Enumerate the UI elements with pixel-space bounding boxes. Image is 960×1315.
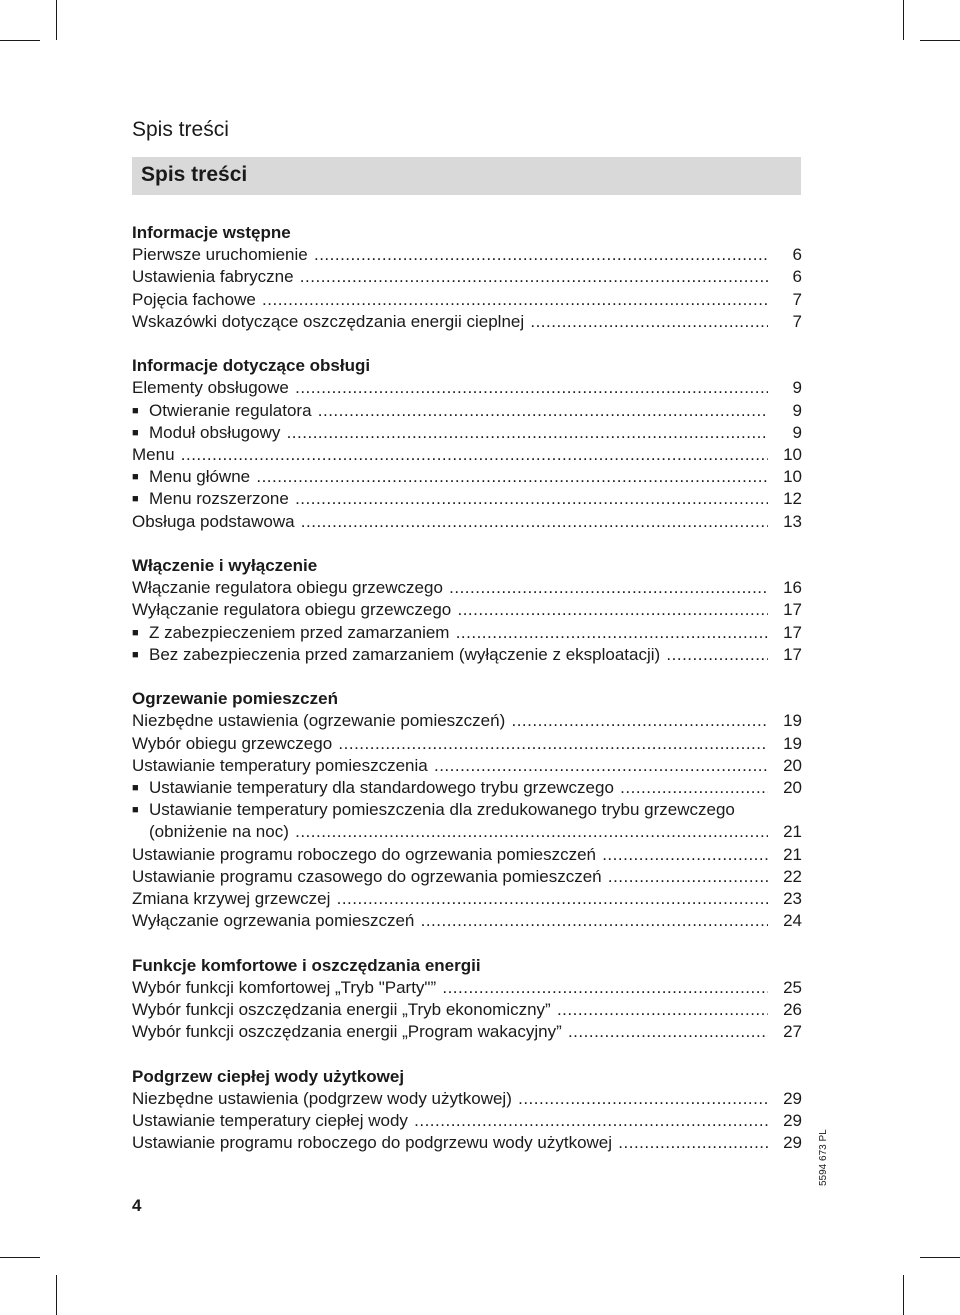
toc-entry[interactable] bbox=[132, 844, 802, 866]
toc-entry[interactable] bbox=[132, 777, 802, 799]
toc-entry-page: 19 bbox=[783, 711, 802, 731]
toc-entry[interactable] bbox=[132, 622, 802, 644]
toc-section bbox=[132, 355, 802, 533]
toc-entry-leader bbox=[132, 733, 768, 755]
toc-entry-leader bbox=[149, 622, 768, 644]
toc-entry-leader bbox=[132, 244, 768, 266]
toc-entry[interactable] bbox=[132, 821, 802, 843]
toc-entry-label: Włączanie regulatora obiegu grzewczego bbox=[132, 578, 443, 598]
toc-entry-leader bbox=[132, 888, 768, 910]
toc-entry-page: 6 bbox=[792, 245, 802, 265]
toc-entry-leader bbox=[149, 644, 768, 666]
toc-entry-page: 27 bbox=[783, 1022, 802, 1042]
toc-section-title: Informacje wstępne bbox=[132, 223, 291, 242]
toc-entry-leader bbox=[149, 466, 768, 488]
toc-entry[interactable] bbox=[132, 910, 802, 932]
toc-entry-page: 19 bbox=[783, 733, 802, 753]
toc-entry-leader bbox=[132, 1021, 768, 1043]
document-code: 5594 673 PL bbox=[818, 1129, 829, 1186]
toc-entry-label: Pierwsze uruchomienie bbox=[132, 245, 308, 265]
toc-section-title: Informacje dotyczące obsługi bbox=[132, 356, 371, 376]
bullet-icon: ■ bbox=[132, 781, 139, 794]
toc-entry-page: 21 bbox=[783, 822, 802, 842]
toc-entry-leader bbox=[149, 422, 768, 444]
toc-entry-label: Ustawianie programu roboczego do ogrzewania pomieszczeń bbox=[132, 844, 596, 864]
toc-entry-label: Ustawianie temperatury pomieszczenia bbox=[132, 755, 428, 775]
toc-entry[interactable] bbox=[132, 377, 802, 399]
toc-entry-leader bbox=[132, 710, 768, 732]
toc-entry-label: Wybór obiegu grzewczego bbox=[132, 733, 333, 753]
toc-entry-label: Z zabezpieczeniem przed zamarzaniem bbox=[149, 622, 450, 642]
toc-entry-page: 6 bbox=[792, 267, 802, 287]
toc-entry-page: 20 bbox=[783, 755, 802, 775]
bullet-icon: ■ bbox=[132, 404, 139, 417]
toc-entry-page: 24 bbox=[783, 911, 802, 931]
toc-entry-label: Menu bbox=[132, 444, 175, 464]
bullet-icon: ■ bbox=[132, 493, 139, 506]
toc-section-title: Podgrzew ciepłej wody użytkowej bbox=[132, 1066, 405, 1086]
toc-entry-label: Niezbędne ustawienia (podgrzew wody użytkowej) bbox=[132, 1088, 512, 1108]
toc-entry-label: Obsługa podstawowa bbox=[132, 511, 295, 531]
toc-entry[interactable] bbox=[132, 488, 802, 510]
toc-entry-leader bbox=[132, 289, 768, 311]
toc-entry-leader bbox=[149, 400, 768, 422]
toc-entry-page: 16 bbox=[783, 578, 802, 598]
toc-entry-leader bbox=[132, 1088, 768, 1110]
toc-entry[interactable] bbox=[132, 466, 802, 488]
toc-entry[interactable] bbox=[132, 977, 802, 999]
toc-entry[interactable] bbox=[132, 999, 802, 1021]
toc-entry-label: Wybór funkcji komfortowej „Tryb "Party"” bbox=[132, 977, 437, 997]
toc-entry[interactable] bbox=[132, 599, 802, 621]
bullet-icon: ■ bbox=[132, 626, 139, 639]
toc-entry-label: Moduł obsługowy bbox=[149, 422, 281, 442]
toc-entry-label: Ustawianie programu czasowego do ogrzewania pomieszczeń bbox=[132, 866, 602, 886]
toc-section-title: Włączenie i wyłączenie bbox=[132, 555, 318, 575]
toc-entry-page: 17 bbox=[783, 600, 802, 620]
toc-entry[interactable] bbox=[132, 400, 802, 422]
toc-entry[interactable] bbox=[132, 311, 802, 333]
toc-entry-label: Wybór funkcji oszczędzania energii „Tryb ekonomiczny” bbox=[132, 999, 551, 1019]
section-title: Spis treści bbox=[141, 163, 248, 186]
toc-entry[interactable] bbox=[132, 577, 802, 599]
bullet-icon: ■ bbox=[132, 648, 139, 661]
table-of-contents bbox=[132, 222, 802, 1177]
toc-entry-leader bbox=[132, 910, 768, 932]
toc-entry[interactable] bbox=[132, 733, 802, 755]
toc-entry-leader bbox=[132, 844, 768, 866]
toc-entry-leader bbox=[132, 377, 768, 399]
toc-section bbox=[132, 555, 802, 666]
toc-section-title: Ogrzewanie pomieszczeń bbox=[132, 689, 338, 709]
toc-section bbox=[132, 222, 802, 333]
toc-entry-page: 17 bbox=[783, 622, 802, 642]
toc-entry-page: 9 bbox=[792, 400, 802, 420]
toc-entry-leader bbox=[132, 266, 768, 288]
toc-entry-leader bbox=[132, 577, 768, 599]
toc-entry-page: 10 bbox=[783, 467, 802, 487]
toc-entry[interactable] bbox=[132, 710, 802, 732]
section-title-bar bbox=[132, 157, 801, 195]
toc-entry[interactable] bbox=[132, 1110, 802, 1132]
toc-entry-label: Zmiana krzywej grzewczej bbox=[132, 888, 331, 908]
toc-entry[interactable] bbox=[132, 755, 802, 777]
toc-entry-leader bbox=[149, 777, 768, 799]
toc-entry-leader bbox=[132, 999, 768, 1021]
toc-entry-label: Elementy obsługowe bbox=[132, 378, 289, 398]
toc-entry-leader bbox=[132, 444, 768, 466]
toc-entry-page: 25 bbox=[783, 977, 802, 997]
toc-entry-page: 26 bbox=[783, 999, 802, 1019]
bullet-icon: ■ bbox=[132, 471, 139, 484]
toc-entry[interactable] bbox=[132, 244, 802, 266]
toc-entry-leader bbox=[149, 488, 768, 510]
toc-entry[interactable] bbox=[132, 444, 802, 466]
toc-entry-leader bbox=[132, 511, 768, 533]
toc-entry-label: (obniżenie na noc) bbox=[149, 822, 289, 842]
toc-entry-leader bbox=[132, 755, 768, 777]
toc-entry-page: 21 bbox=[783, 844, 802, 864]
toc-entry[interactable] bbox=[132, 1132, 802, 1154]
toc-entry-label: Bez zabezpieczenia przed zamarzaniem (wyłączenie z eksploatacji) bbox=[149, 644, 661, 664]
toc-entry-leader bbox=[132, 1132, 768, 1154]
toc-entry[interactable] bbox=[132, 1021, 802, 1043]
page-number: 4 bbox=[132, 1196, 142, 1215]
toc-entry-page: 9 bbox=[792, 422, 802, 442]
toc-entry-label: Ustawienia fabryczne bbox=[132, 267, 294, 287]
toc-entry[interactable] bbox=[132, 888, 802, 910]
toc-section-title: Funkcje komfortowe i oszczędzania energii bbox=[132, 955, 481, 975]
toc-entry-label: Pojęcia fachowe bbox=[132, 289, 256, 309]
toc-entry-page: 7 bbox=[792, 289, 802, 309]
toc-entry[interactable] bbox=[132, 866, 802, 888]
toc-entry-label: Otwieranie regulatora bbox=[149, 400, 312, 420]
toc-entry[interactable] bbox=[132, 1088, 802, 1110]
toc-entry-label: Ustawianie temperatury dla standardowego trybu grzewczego bbox=[149, 777, 614, 797]
toc-entry-leader bbox=[132, 866, 768, 888]
toc-entry-leader bbox=[132, 977, 768, 999]
toc-entry[interactable] bbox=[132, 289, 802, 311]
toc-entry-label: Wyłączanie regulatora obiegu grzewczego bbox=[132, 600, 452, 620]
toc-entry[interactable] bbox=[132, 266, 802, 288]
toc-entry-page: 12 bbox=[783, 489, 802, 509]
toc-entry-leader bbox=[132, 1110, 768, 1132]
toc-entry-label: Wskazówki dotyczące oszczędzania energii cieplnej bbox=[132, 311, 525, 331]
toc-entry-leader bbox=[132, 599, 768, 621]
toc-entry-page: 13 bbox=[783, 511, 802, 531]
toc-section bbox=[132, 688, 802, 932]
toc-entry-leader bbox=[132, 311, 768, 333]
toc-section bbox=[132, 955, 802, 1044]
toc-entry-label: Ustawianie temperatury pomieszczenia dla zredukowanego trybu grzewczego bbox=[149, 800, 735, 820]
toc-entry[interactable] bbox=[132, 799, 802, 821]
toc-entry-page: 29 bbox=[783, 1110, 802, 1130]
toc-entry-label: Ustawianie temperatury ciepłej wody bbox=[132, 1110, 408, 1130]
toc-entry-page: 29 bbox=[783, 1088, 802, 1108]
toc-entry-page: 23 bbox=[783, 888, 802, 908]
toc-entry-label: Menu rozszerzone bbox=[149, 489, 289, 509]
toc-entry-label: Ustawianie programu roboczego do podgrzewu wody użytkowej bbox=[132, 1133, 613, 1153]
toc-section bbox=[132, 1066, 802, 1155]
toc-entry-label: Wybór funkcji oszczędzania energii „Program wakacyjny” bbox=[132, 1022, 562, 1042]
toc-entry[interactable] bbox=[132, 511, 802, 533]
toc-entry-page: 29 bbox=[783, 1133, 802, 1153]
toc-entry-page: 10 bbox=[783, 444, 802, 464]
toc-entry-leader bbox=[149, 821, 768, 843]
toc-entry[interactable] bbox=[132, 644, 802, 666]
toc-entry-page: 17 bbox=[783, 644, 802, 664]
toc-entry-label: Menu główne bbox=[149, 467, 251, 487]
bullet-icon: ■ bbox=[132, 804, 139, 817]
bullet-icon: ■ bbox=[132, 426, 139, 439]
toc-entry-page: 9 bbox=[792, 378, 802, 398]
toc-entry-label: Niezbędne ustawienia (ogrzewanie pomieszczeń) bbox=[132, 711, 506, 731]
toc-entry-page: 7 bbox=[792, 311, 802, 331]
running-header: Spis treści bbox=[132, 118, 229, 141]
toc-entry[interactable] bbox=[132, 422, 802, 444]
toc-entry-page: 22 bbox=[783, 866, 802, 886]
toc-entry-page: 20 bbox=[783, 777, 802, 797]
toc-entry-label: Wyłączanie ogrzewania pomieszczeń bbox=[132, 911, 415, 931]
